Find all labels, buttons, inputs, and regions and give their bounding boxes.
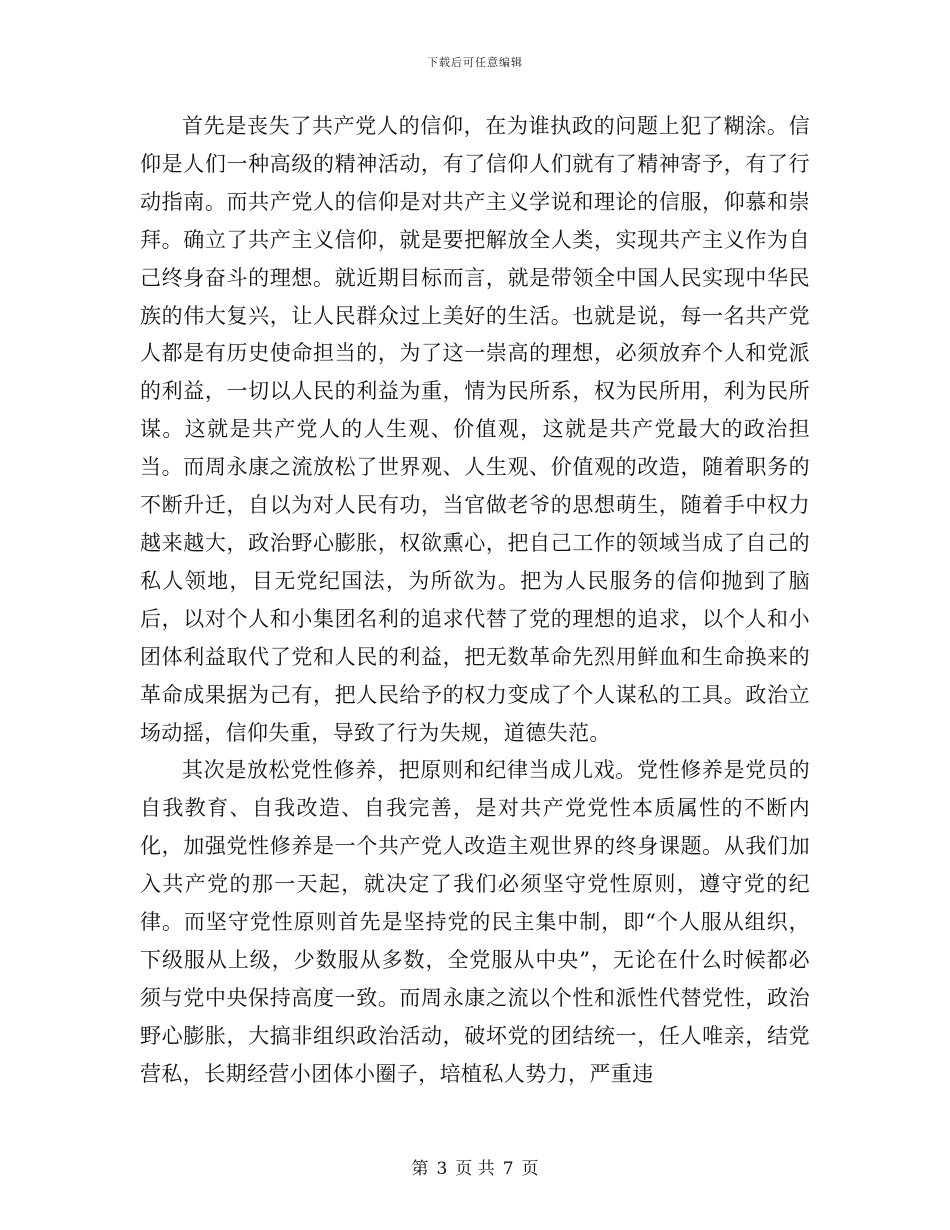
footer-middle: 页 共 bbox=[455, 1159, 495, 1179]
paragraph-2: 其次是放松党性修养，把原则和纪律当成儿戏。党性修养是党员的自我教育、自我改造、自我完善，是对共产党党性本质属性的不断内化，加强党性修养是一个共产党人改造主观世界的终身课题。从我们加入共产党的那一天起，就决定了我们必须坚守党性原则，遵守党的纪律。而坚守党性原则首先是坚持党的民主集中制，即“个人服从组织，下级服从上级，少数服从多数，全党服从中央”，无论在什么时候都必须与党中央保持高度一致。而周永康之流以个性和派性代替党性，政治野心膨胀，大搞非组织政治活动，破坏党的团结统一，任人唯亲，结党营私，长期经营小团体小圈子，培植私人势力，严重违 bbox=[140, 758, 810, 1086]
footer-prefix: 第 bbox=[411, 1159, 429, 1179]
footer-total-pages: 7 bbox=[502, 1159, 514, 1179]
paragraph-1: 首先是丧失了共产党人的信仰，在为谁执政的问题上犯了糊涂。信仰是人们一种高级的精神活动，有了信仰人们就有了精神寄予，有了行动指南。而共产党人的信仰是对共产主义学说和理论的信服，仰慕和崇拜。确立了共产主义信仰，就是要把解放全人类，实现共产主义作为自己终身奋斗的理想。就近期目标而言，就是带领全中国人民实现中华民族的伟大复兴，让人民群众过上美好的生活。也就是说，每一名共产党人都是有历史使命担当的，为了这一崇高的理想，必须放弃个人和党派的利益，一切以人民的利益为重，情为民所系，权为民所用，利为民所谋。这就是共产党人的人生观、价值观，这就是共产党最大的政治担当。而周永康之流放松了世界观、人生观、价值观的改造，随着职务的不断升迁，自以为对人民有功，当官做老爷的思想萌生，随着手中权力越来越大，政治野心膨胀，权欲熏心，把自己工作的领域当成了自己的私人领地，目无党纪国法，为所欲为。把为人民服务的信仰抛到了脑后，以对个人和小集团名利的追求代替了党的理想的追求，以个人和小团体利益取代了党和人民的利益，把无数革命先烈用鲜血和生命换来的革命成果据为己有，把人民给予的权力变成了个人谋私的工具。政治立场动摇，信仰失重，导致了行为失规，道德失范。 bbox=[140, 114, 810, 745]
footer-suffix: 页 bbox=[521, 1159, 539, 1179]
footer-page-number: 3 bbox=[436, 1159, 448, 1179]
page-header: 下载后可任意编辑 bbox=[427, 56, 523, 69]
document-body bbox=[140, 108, 810, 1094]
page-footer bbox=[0, 1154, 950, 1179]
